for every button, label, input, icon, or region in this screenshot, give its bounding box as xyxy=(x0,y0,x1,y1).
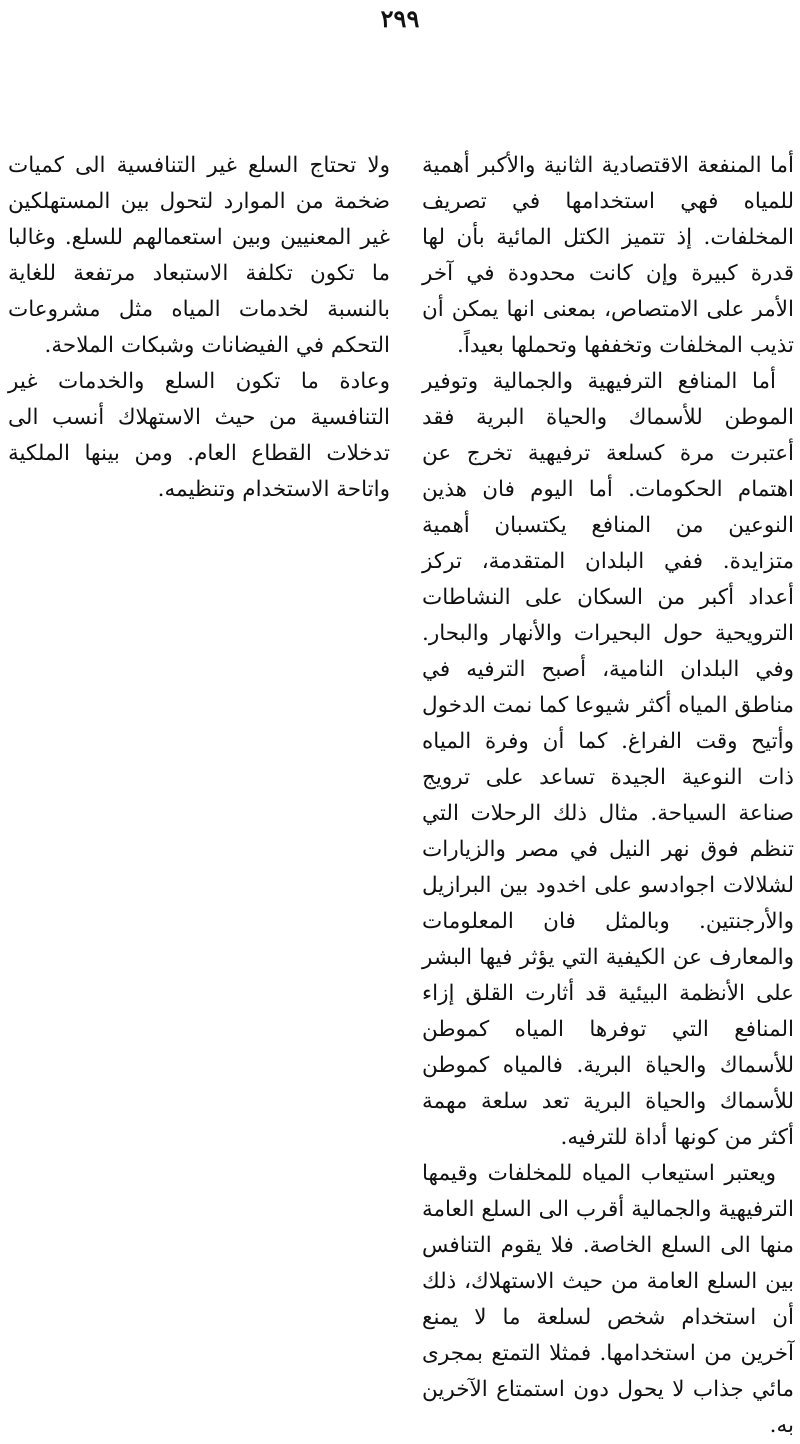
page-number: ٢٩٩ xyxy=(380,4,420,33)
paragraph: ويعتبر استيعاب المياه للمخلفات وقيمها الترفيهية والجمالية أقرب الى السلع العامة منها الى السلع الخاصة. فلا يقوم التنافس بين السلع العامة من حيث الاستهلاك، ذلك أن استخدام شخص لسلعة ما لا يمنع آخرين من استخدامها. فمثلا التمتع بمجرى مائي جذاب لا يحول دون استمتاع الآخرين به. xyxy=(422,1161,794,1438)
paragraph: أما المنافع الترفيهية والجمالية وتوفير الموطن للأسماك والحياة البرية فقد أعتبرت مرة كسلعة ترفيهية تخرج عن اهتمام الحكومات. أما اليوم فان هذين النوعين من المنافع يكتسبان أهمية متزايدة. ففي البلدان المتقدمة، تركز أعداد أكبر من السكان على النشاطات الترويحية حول البحيرات والأنهار والبحار. وفي البلدان النامية، أصبح الترفيه في مناطق المياه أكثر شيوعا كما نمت الدخول وأتيح وقت الفراغ. كما أن وفرة المياه ذات النوعية الجيدة تساعد على ترويج صناعة السياحة. مثال ذلك الرحلات التي تنظم فوق نهر النيل في مصر والزيارات لشلالات اجوادسو على اخدود بين البرازيل والأرجنتين. وبالمثل فان المعلومات والمعارف عن الكيفية التي يؤثر فيها البشر على الأنظمة البيئية قد أثارت القلق إزاء المنافع التي توفرها المياه كموطن للأسماك والحياة البرية. فالمياه كموطن للأسماك والحياة البرية تعد سلعة مهمة أكثر من كونها أداة للترفيه. xyxy=(422,369,794,1150)
left-column xyxy=(8,148,390,508)
paragraph: ولا تحتاج السلع غير التنافسية الى كميات ضخمة من الموارد لتحول بين المستهلكين غير المعنيين وبين استعمالهم للسلع. وغالبا ما تكون تكلفة الاستبعاد مرتفعة للغاية بالنسبة لخدمات المياه مثل مشروعات التحكم في الفيضانات وشبكات الملاحة. xyxy=(8,153,390,358)
paragraph: أما المنفعة الاقتصادية الثانية والأكبر أهمية للمياه فهي استخدامها في تصريف المخلفات. إذ تتميز الكتل المائية بأن لها قدرة كبيرة وإن كانت محدودة في آخر الأمر على الامتصاص، بمعنى انها يمكن أن تذيب المخلفات وتخففها وتحملها بعيداً. xyxy=(422,153,794,358)
paragraph: وعادة ما تكون السلع والخدمات غير التنافسية من حيث الاستهلاك أنسب الى تدخلات القطاع العام. ومن بينها الملكية واتاحة الاستخدام وتنظيمه. xyxy=(8,369,390,502)
right-column xyxy=(422,148,794,1444)
